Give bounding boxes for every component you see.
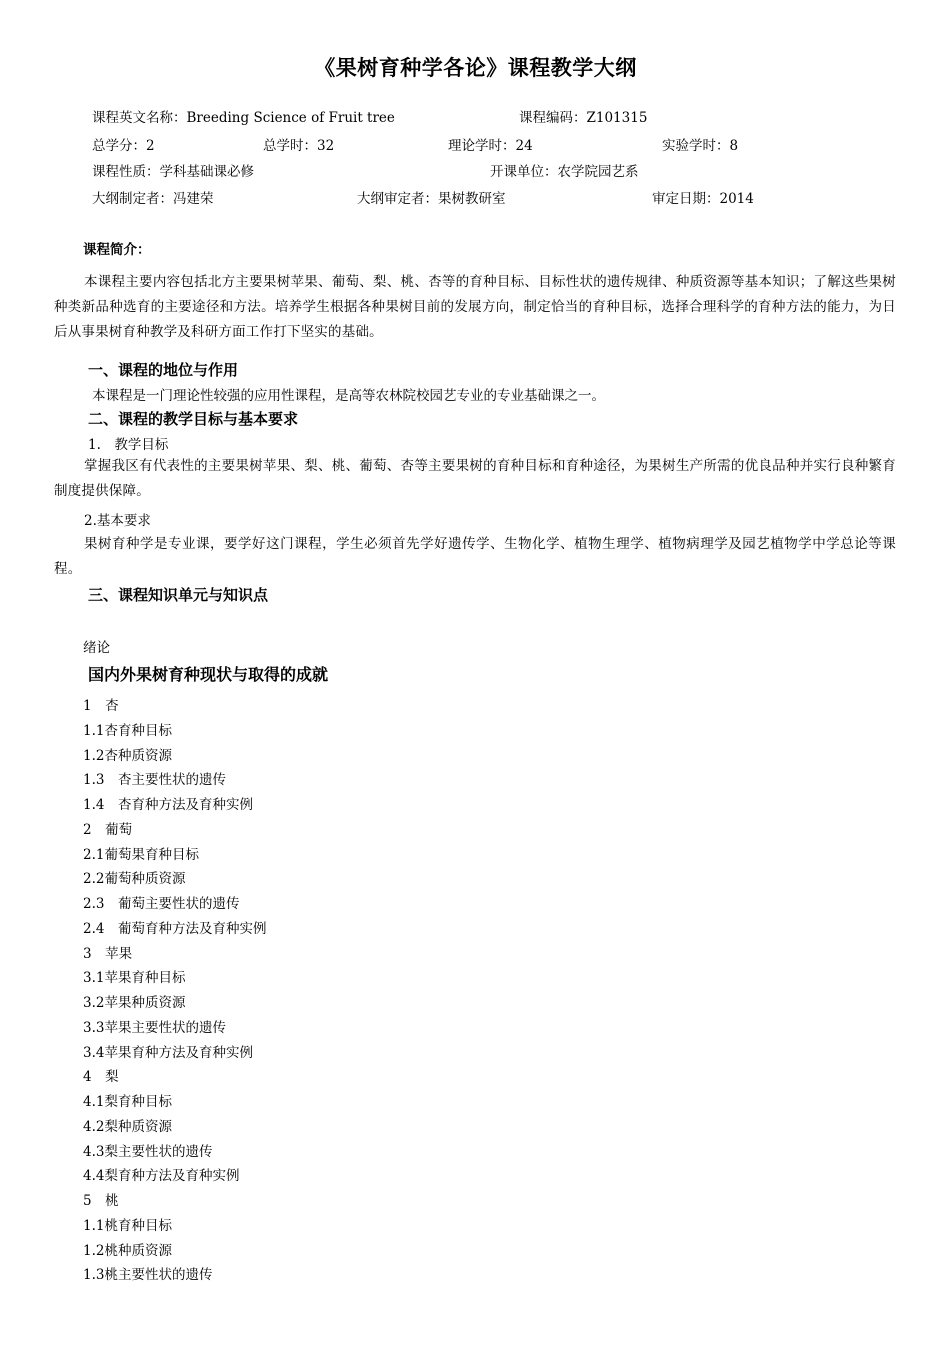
knowledge-unit-item: 1.3 杏主要性状的遗传 (83, 772, 226, 789)
section2-heading: 二、课程的教学目标与基本要求 (88, 410, 299, 428)
meta-english-name: 课程英文名称：Breeding Science of Fruit tree (92, 110, 395, 126)
intro-label: 课程简介： (83, 242, 151, 258)
section2-sub1-label: 1. 教学目标 (88, 437, 169, 453)
meta-course-nature: 课程性质：学科基础课必修 (92, 164, 254, 180)
knowledge-unit-item: 2.3 葡萄主要性状的遗传 (83, 896, 240, 912)
meta-total-credits: 总学分：2 (92, 138, 155, 154)
knowledge-unit-item: 1.1杏育种目标 (83, 722, 172, 739)
section1-heading: 一、课程的地位与作用 (88, 361, 239, 379)
knowledge-unit-item: 3.3苹果主要性状的遗传 (83, 1019, 226, 1036)
meta-theory-hours: 理论学时：24 (448, 138, 533, 154)
section3-heading: 三、课程知识单元与知识点 (88, 586, 269, 604)
meta-syllabus-author: 大纲制定者：冯建荣 (92, 191, 214, 207)
knowledge-unit-item: 4.3梨主要性状的遗传 (83, 1143, 213, 1160)
section2-sub2-label: 2.基本要求 (84, 513, 151, 529)
meta-lab-hours: 实验学时：8 (662, 138, 739, 154)
knowledge-unit-item: 5 桃 (83, 1193, 119, 1209)
section3-intro-subtitle: 国内外果树育种现状与取得的成就 (88, 665, 329, 684)
knowledge-unit-item: 3.2苹果种质资源 (83, 995, 186, 1011)
knowledge-unit-item: 1.2杏种质资源 (83, 747, 172, 764)
knowledge-unit-item: 1.1桃育种目标 (83, 1217, 172, 1234)
knowledge-unit-item: 2.2葡萄种质资源 (83, 871, 186, 888)
knowledge-unit-item: 4 梨 (83, 1069, 119, 1086)
knowledge-unit-item: 2.1葡萄果育种目标 (83, 846, 199, 863)
knowledge-unit-item: 2.4 葡萄育种方法及育种实例 (83, 920, 267, 937)
knowledge-unit-item: 1.2桃种质资源 (83, 1242, 172, 1259)
knowledge-unit-item: 4.2梨种质资源 (83, 1118, 172, 1135)
knowledge-unit-item: 3.1苹果育种目标 (83, 970, 186, 987)
knowledge-unit-item: 1.3桃主要性状的遗传 (83, 1267, 213, 1284)
knowledge-unit-item: 1 杏 (83, 698, 119, 714)
intro-paragraph: 本课程主要内容包括北方主要果树苹果、葡萄、梨、桃、杏等的育种目标、目标性状的遗传规律、种质资源等基本知识；了解这些果树种类新品种选育的主要途径和方法。培养学生根据各种果树目前的发展方向，制定恰当的育种目标，选择合理科学的育种方法的能力，为日后从事果树育种教学及科研方面工作打下坚实的基础。 (54, 274, 896, 340)
document-title: 《果树育种学各论》课程教学大纲 (314, 56, 637, 80)
knowledge-unit-item: 4.1梨育种目标 (83, 1094, 172, 1110)
section3-intro: 绪论 (83, 640, 110, 656)
knowledge-unit-item: 3.4苹果育种方法及育种实例 (83, 1044, 253, 1061)
meta-review-date: 审定日期：2014 (652, 191, 754, 207)
knowledge-unit-item: 2 葡萄 (83, 821, 133, 838)
meta-offering-unit: 开课单位：农学院园艺系 (490, 164, 639, 180)
meta-syllabus-reviewer: 大纲审定者：果树教研室 (357, 191, 506, 207)
knowledge-unit-item: 4.4梨育种方法及育种实例 (83, 1168, 240, 1185)
meta-total-hours: 总学时：32 (263, 138, 335, 154)
knowledge-unit-item: 3 苹果 (83, 945, 133, 962)
section1-text: 本课程是一门理论性较强的应用性课程，是高等农林院校园艺专业的专业基础课之一。 (92, 388, 605, 404)
section2-sub1-text: 掌握我区有代表性的主要果树苹果、梨、桃、葡萄、杏等主要果树的育种目标和育种途径，为果树生产所需的优良品种并实行良种繁育制度提供保障。 (54, 458, 896, 499)
knowledge-unit-item: 1.4 杏育种方法及育种实例 (83, 797, 253, 813)
section2-sub2-text: 果树育种学是专业课，要学好这门课程，学生必须首先学好遗传学、生物化学、植物生理学、植物病理学及园艺植物学中学总论等课程。 (54, 536, 896, 577)
meta-course-code: 课程编码：Z101315 (519, 110, 648, 126)
